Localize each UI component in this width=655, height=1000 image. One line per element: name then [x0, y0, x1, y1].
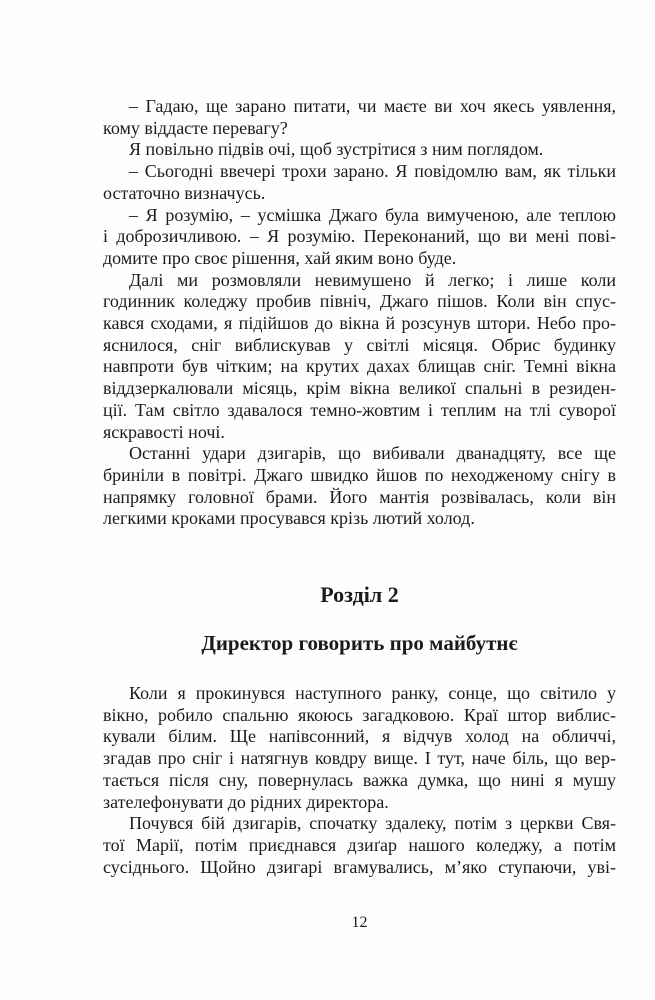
text-line: кався сходами, я підійшов до вікна й розсунув штори. Небо про- — [103, 313, 616, 334]
text-line: – Сьогодні ввечері трохи зарано. Я повідомлю вам, як тільки — [129, 161, 616, 182]
text-line: Коли я прокинувся наступного ранку, сонце, що світило у — [129, 683, 616, 704]
text-line: тої Марії, потім приєднався дзиґар нашого коледжу, а потім — [103, 834, 616, 855]
text-line: згадав про сніг і натягнув ковдру вище. І тут, наче біль, що вер- — [103, 748, 616, 769]
text-line: тається після сну, повернулась важка думка, що нині я мушу — [103, 769, 616, 790]
text-line: віддзеркалювали місяць, крім вікна великої спальні в резиден- — [103, 378, 616, 399]
chapter-number-heading: Розділ 2 — [320, 582, 399, 608]
text-line: кували білим. Ще напівсонний, я відчув холод на обличчі, — [103, 726, 616, 747]
text-line: домите про своє рішення, хай яким воно буде. — [103, 247, 457, 268]
body-text-after-heading — [103, 683, 616, 878]
text-line: Останні удари дзигарів, що вибивали дванадцяту, все ще — [129, 443, 616, 464]
text-line: і доброзичливою. – Я розумію. Переконаний, що ви мені пові- — [103, 226, 616, 247]
text-line: напрямку головної брами. Його мантія розвівалась, коли він — [103, 486, 616, 507]
text-line: остаточно визначусь. — [103, 182, 266, 203]
text-line: сусіднього. Щойно дзигарі вгамувались, м’яко ступаючи, уві- — [103, 856, 616, 877]
text-line: Почувся бій дзигарів, спочатку здалеку, потім з церкви Свя- — [129, 813, 616, 834]
chapter-title-heading: Директор говорить про майбутнє — [201, 631, 518, 656]
text-line: – Я розумію, – усмішка Джаго була вимученою, але теплою — [129, 204, 616, 225]
text-line: навпроти був чітким; на крутих дахах блищав сніг. Темні вікна — [103, 356, 616, 377]
body-text-before-heading — [103, 96, 616, 530]
text-line: яснилося, сніг виблискував у світлі місяця. Обрис будинку — [103, 334, 616, 355]
text-line: Я повільно підвів очі, щоб зустрітися з ним поглядом. — [129, 139, 544, 160]
text-line: кому віддасте перевагу? — [103, 117, 288, 138]
text-column — [103, 96, 616, 878]
text-line: – Гадаю, ще зарано питати, чи маєте ви хоч якесь уявлення, — [129, 96, 616, 116]
text-line: ції. Там світло здавалося темно-жовтим і теплим на тлі суворої — [103, 399, 616, 420]
text-line: Далі ми розмовляли невимушено й легко; і лише коли — [129, 269, 616, 290]
text-line: зателефонувати до рідних директора. — [103, 791, 389, 812]
text-line: яскравості ночі. — [103, 421, 225, 442]
page-number: 12 — [351, 914, 368, 931]
text-line: бриніли в повітрі. Джаго швидко йшов по неходженому снігу в — [103, 464, 616, 485]
text-line: легкими кроками просувався крізь лютий холод. — [103, 508, 475, 529]
text-line: вікно, робило спальню якоюсь загадковою. Краї штор виблис- — [103, 704, 616, 725]
text-line: годинник коледжу пробив північ, Джаго пішов. Коли він спус- — [103, 291, 616, 312]
